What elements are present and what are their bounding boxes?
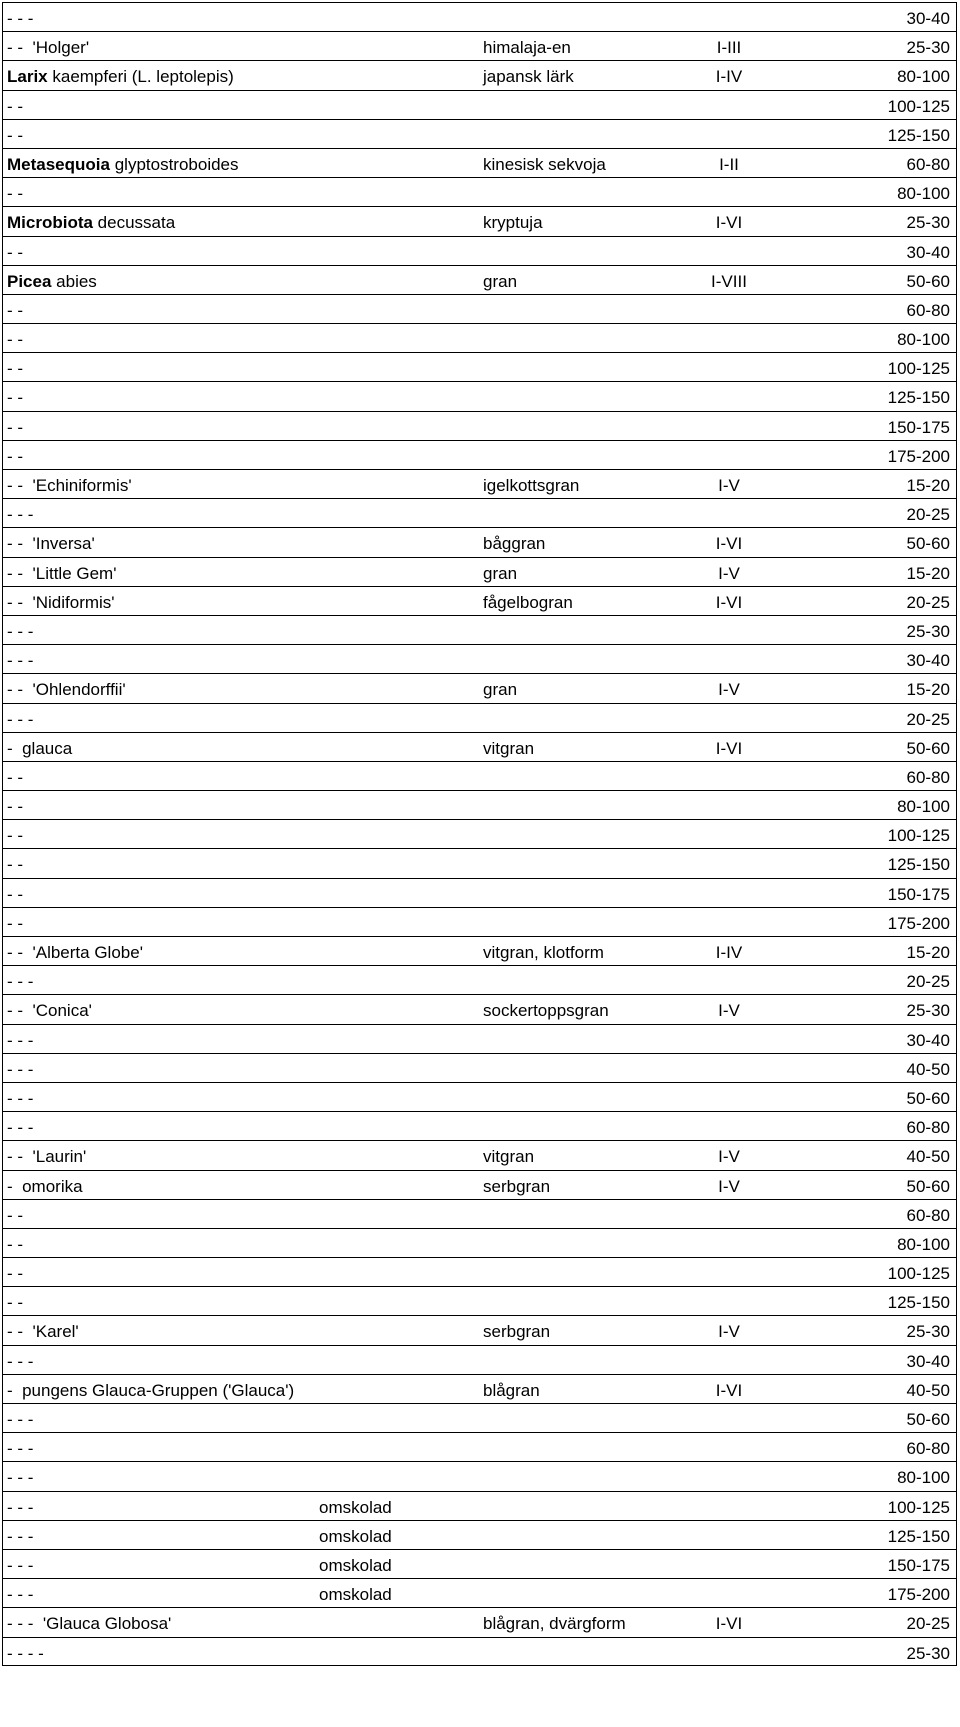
table-row <box>2 790 957 819</box>
transplanted-note: omskolad <box>319 1497 392 1517</box>
common-name-cell: vitgran <box>483 1147 535 1167</box>
common-name-cell: kryptuja <box>483 213 543 233</box>
species-name: - - 'Ohlendorffii' <box>7 680 126 700</box>
size-cell: 40-50 <box>906 1059 950 1079</box>
table-row <box>2 732 957 761</box>
common-name-cell: gran <box>483 563 518 583</box>
table-row <box>2 119 957 148</box>
plant-name-cell <box>7 675 126 704</box>
plant-name-cell <box>7 967 33 996</box>
species-name: - - - <box>7 1497 34 1517</box>
species-name: - - - <box>7 505 34 525</box>
plant-name-cell <box>7 92 23 121</box>
table-row <box>2 294 957 323</box>
species-name: - pungens Glauca-Gruppen ('Glauca') <box>7 1380 295 1400</box>
size-cell: 150-175 <box>887 417 950 437</box>
species-name: - - 'Inversa' <box>7 534 95 554</box>
table-row <box>2 1111 957 1140</box>
plant-name-cell <box>7 1201 23 1230</box>
table-row <box>2 1374 957 1403</box>
size-cell: 25-30 <box>906 621 950 641</box>
species-name: - - - <box>7 1410 34 1429</box>
plant-name-cell <box>7 179 23 208</box>
size-cell: 50-60 <box>906 1410 950 1429</box>
table-row <box>2 323 957 352</box>
species-name: - - <box>7 1293 24 1313</box>
species-name: - - <box>7 826 24 846</box>
plant-price-table <box>2 2 957 1666</box>
species-name: - - <box>7 913 24 933</box>
size-cell: 25-30 <box>906 1322 950 1342</box>
common-name-cell: gran <box>483 271 518 291</box>
species-name: - - <box>7 417 24 437</box>
table-row <box>2 907 957 936</box>
plant-name-cell <box>7 705 33 734</box>
table-row <box>2 994 957 1023</box>
species-name: abies <box>51 271 97 291</box>
size-cell: 30-40 <box>906 1351 950 1371</box>
transplanted-note: omskolad <box>319 1526 392 1546</box>
species-name: - - <box>7 330 24 350</box>
table-row <box>2 848 957 877</box>
common-name-cell: himalaja-en <box>483 38 571 58</box>
species-name: - - <box>7 1264 24 1284</box>
genus-name: Metasequoia <box>7 154 110 174</box>
table-row <box>2 31 957 60</box>
table-row <box>2 265 957 294</box>
plant-name-cell <box>7 1055 33 1084</box>
table-row <box>2 527 957 556</box>
species-name: - - 'Echiniformis' <box>7 476 132 495</box>
table-row <box>2 1345 957 1374</box>
table-row <box>2 1140 957 1169</box>
plant-name-cell <box>7 4 33 33</box>
common-name-cell: serbgran <box>483 1322 551 1342</box>
species-name: - - 'Nidiformis' <box>7 592 115 612</box>
table-row <box>2 1637 957 1666</box>
table-row <box>2 1403 957 1432</box>
transplanted-note: omskolad <box>319 1555 392 1575</box>
size-cell: 100-125 <box>887 359 950 379</box>
table-row <box>2 586 957 615</box>
size-cell: 175-200 <box>887 446 950 466</box>
hardiness-zone-cell: I-V <box>718 476 740 495</box>
plant-name-cell <box>7 267 97 296</box>
plant-name-cell <box>7 150 239 179</box>
size-cell: 80-100 <box>897 797 950 817</box>
size-cell: 150-175 <box>887 1555 950 1575</box>
size-cell: 15-20 <box>906 680 950 700</box>
size-cell: 175-200 <box>887 1585 950 1605</box>
table-row <box>2 2 957 31</box>
plant-name-cell <box>7 1639 44 1668</box>
size-cell: 100-125 <box>887 1497 950 1517</box>
plant-name-cell <box>7 442 23 471</box>
plant-name-cell <box>7 1113 33 1142</box>
species-name: - - <box>7 797 24 817</box>
size-cell: 60-80 <box>906 300 950 320</box>
species-name: - - 'Conica' <box>7 1001 92 1021</box>
size-cell: 25-30 <box>906 38 950 58</box>
table-row <box>2 1053 957 1082</box>
size-cell: 125-150 <box>887 388 950 408</box>
table-row <box>2 1170 957 1199</box>
plant-name-cell <box>7 121 23 150</box>
hardiness-zone-cell: I-VI <box>715 592 743 612</box>
species-name: - - 'Little Gem' <box>7 563 117 583</box>
plant-name-cell <box>7 1230 23 1259</box>
species-name: - - <box>7 855 24 875</box>
table-row <box>2 498 957 527</box>
plant-name-cell <box>7 1376 294 1405</box>
species-name: - - <box>7 767 24 787</box>
hardiness-zone-cell: I-V <box>718 563 740 583</box>
species-name: - - - <box>7 972 34 992</box>
plant-name-cell <box>7 1026 33 1055</box>
species-name: - - - <box>7 1059 34 1079</box>
table-row <box>2 1607 957 1636</box>
size-cell: 175-200 <box>887 913 950 933</box>
plant-name-cell <box>7 325 23 354</box>
species-name: - glauca <box>7 738 73 758</box>
table-row <box>2 1199 957 1228</box>
hardiness-zone-cell: I-VI <box>715 1380 743 1400</box>
hardiness-zone-cell: I-VI <box>715 534 743 554</box>
table-row <box>2 878 957 907</box>
plant-name-cell <box>7 354 23 383</box>
species-name: glyptostroboides <box>109 154 239 174</box>
table-row <box>2 1520 957 1549</box>
species-name: decussata <box>92 213 176 233</box>
size-cell: 60-80 <box>906 1118 950 1138</box>
common-name-cell: vitgran <box>483 738 535 758</box>
species-name: - - - 'Glauca Globosa' <box>7 1614 172 1634</box>
plant-name-cell <box>7 1259 23 1288</box>
size-cell: 60-80 <box>906 1205 950 1225</box>
size-cell: 100-125 <box>887 1264 950 1284</box>
table-row <box>2 1461 957 1490</box>
table-row <box>2 1578 957 1607</box>
species-name: - - - - <box>7 1643 44 1663</box>
hardiness-zone-cell: I-IV <box>715 943 743 962</box>
size-cell: 40-50 <box>906 1380 950 1400</box>
table-row <box>2 1315 957 1344</box>
plant-name-cell <box>7 1405 33 1434</box>
plant-name-cell <box>7 1172 83 1201</box>
table-row <box>2 644 957 673</box>
plant-name-cell <box>7 62 234 91</box>
species-name: - - <box>7 1205 24 1225</box>
hardiness-zone-cell: I-VI <box>715 738 743 758</box>
plant-name-cell <box>7 1493 33 1522</box>
plant-name-cell <box>7 1317 79 1346</box>
size-cell: 30-40 <box>906 9 950 28</box>
size-cell: 15-20 <box>906 563 950 583</box>
table-row <box>2 381 957 410</box>
size-cell: 80-100 <box>897 1234 950 1254</box>
size-cell: 20-25 <box>906 1614 950 1634</box>
table-row <box>2 440 957 469</box>
plant-name-cell <box>7 383 23 412</box>
plant-name-cell <box>7 763 23 792</box>
table-row <box>2 965 957 994</box>
species-name: - - <box>7 884 24 904</box>
species-name: - - <box>7 96 24 116</box>
table-row <box>2 1491 957 1520</box>
size-cell: 20-25 <box>906 972 950 992</box>
species-name: - - <box>7 1234 24 1254</box>
common-name-cell: sockertoppsgran <box>483 1001 609 1021</box>
common-name-cell: båggran <box>483 534 546 554</box>
plant-name-cell <box>7 1463 33 1492</box>
species-name: - - 'Alberta Globe' <box>7 943 143 962</box>
plant-name-cell <box>7 1142 86 1171</box>
size-cell: 80-100 <box>897 330 950 350</box>
species-name: - - - <box>7 1468 34 1488</box>
table-row <box>2 819 957 848</box>
species-name: - - - <box>7 1526 34 1546</box>
plant-name-cell <box>7 588 115 617</box>
size-cell: 20-25 <box>906 592 950 612</box>
species-name: - - <box>7 242 24 262</box>
size-cell: 125-150 <box>887 855 950 875</box>
table-row <box>2 206 957 235</box>
table-row <box>2 761 957 790</box>
plant-name-cell <box>7 1580 33 1609</box>
species-name: - - <box>7 388 24 408</box>
species-name: - - - <box>7 1118 34 1138</box>
hardiness-zone-cell: I-VI <box>715 1614 743 1634</box>
species-name: - - - <box>7 1555 34 1575</box>
table-row <box>2 469 957 498</box>
common-name-cell: igelkottsgran <box>483 476 580 495</box>
size-cell: 25-30 <box>906 1643 950 1663</box>
plant-name-cell <box>7 938 143 967</box>
species-name: - - - <box>7 9 34 28</box>
hardiness-zone-cell: I-V <box>718 1001 740 1021</box>
plant-name-cell <box>7 996 92 1025</box>
species-name: - - - <box>7 1030 34 1050</box>
hardiness-zone-cell: I-V <box>718 1176 740 1196</box>
plant-name-cell <box>7 909 23 938</box>
size-cell: 30-40 <box>906 651 950 671</box>
size-cell: 125-150 <box>887 1526 950 1546</box>
size-cell: 50-60 <box>906 1088 950 1108</box>
hardiness-zone-cell: I-II <box>719 154 739 174</box>
table-row <box>2 148 957 177</box>
species-name: kaempferi (L. leptolepis) <box>47 67 234 87</box>
species-name: - - <box>7 359 24 379</box>
species-name: - - 'Holger' <box>7 38 90 58</box>
plant-name-cell <box>7 821 23 850</box>
table-row <box>2 615 957 644</box>
size-cell: 40-50 <box>906 1147 950 1167</box>
species-name: - - 'Laurin' <box>7 1147 87 1167</box>
hardiness-zone-cell: I-IV <box>715 67 743 87</box>
hardiness-zone-cell: I-V <box>718 680 740 700</box>
common-name-cell: blågran, dvärgform <box>483 1614 626 1634</box>
plant-name-cell <box>7 880 23 909</box>
species-name: - - <box>7 184 24 204</box>
plant-name-cell <box>7 1551 33 1580</box>
hardiness-zone-cell: I-VI <box>715 213 743 233</box>
plant-name-cell <box>7 1609 171 1638</box>
plant-name-cell <box>7 850 23 879</box>
species-name: - - - <box>7 1585 34 1605</box>
plant-name-cell <box>7 617 33 646</box>
plant-name-cell <box>7 33 89 62</box>
species-name: - - - <box>7 1439 34 1459</box>
size-cell: 30-40 <box>906 242 950 262</box>
species-name: - - 'Karel' <box>7 1322 79 1342</box>
species-name: - - <box>7 446 24 466</box>
size-cell: 80-100 <box>897 67 950 87</box>
transplanted-note: omskolad <box>319 1585 392 1605</box>
table-row <box>2 557 957 586</box>
plant-name-cell <box>7 500 33 529</box>
plant-name-cell <box>7 1347 33 1376</box>
species-name: - omorika <box>7 1176 83 1196</box>
genus-name: Microbiota <box>7 213 93 233</box>
plant-name-cell <box>7 296 23 325</box>
genus-name: Picea <box>7 271 52 291</box>
table-row <box>2 60 957 89</box>
common-name-cell: serbgran <box>483 1176 551 1196</box>
size-cell: 60-80 <box>906 1439 950 1459</box>
size-cell: 100-125 <box>887 96 950 116</box>
species-name: - - <box>7 300 24 320</box>
table-row <box>2 673 957 702</box>
size-cell: 100-125 <box>887 826 950 846</box>
plant-name-cell <box>7 1084 33 1113</box>
species-name: - - - <box>7 621 34 641</box>
size-cell: 25-30 <box>906 1001 950 1021</box>
plant-name-cell <box>7 471 132 500</box>
hardiness-zone-cell: I-V <box>718 1147 740 1167</box>
plant-name-cell <box>7 1434 33 1463</box>
species-name: - - - <box>7 1351 34 1371</box>
hardiness-zone-cell: I-VIII <box>711 271 747 291</box>
genus-name: Larix <box>7 67 48 87</box>
plant-name-cell <box>7 792 23 821</box>
size-cell: 80-100 <box>897 184 950 204</box>
species-name: - - - <box>7 1088 34 1108</box>
plant-name-cell <box>7 529 95 558</box>
size-cell: 125-150 <box>887 1293 950 1313</box>
table-row <box>2 411 957 440</box>
plant-name-cell <box>7 646 33 675</box>
table-row <box>2 177 957 206</box>
plant-name-cell <box>7 734 72 763</box>
common-name-cell: japansk lärk <box>483 67 574 87</box>
size-cell: 50-60 <box>906 1176 950 1196</box>
plant-name-cell <box>7 413 23 442</box>
hardiness-zone-cell: I-V <box>718 1322 740 1342</box>
size-cell: 60-80 <box>906 154 950 174</box>
common-name-cell: fågelbogran <box>483 592 573 612</box>
table-row <box>2 90 957 119</box>
size-cell: 25-30 <box>906 213 950 233</box>
species-name: - - - <box>7 651 34 671</box>
plant-name-cell <box>7 1288 23 1317</box>
size-cell: 150-175 <box>887 884 950 904</box>
size-cell: 20-25 <box>906 505 950 525</box>
common-name-cell: vitgran, klotform <box>483 943 604 962</box>
size-cell: 50-60 <box>906 534 950 554</box>
size-cell: 30-40 <box>906 1030 950 1050</box>
table-row <box>2 1024 957 1053</box>
table-row <box>2 703 957 732</box>
table-row <box>2 1432 957 1461</box>
plant-name-cell <box>7 1522 33 1551</box>
size-cell: 80-100 <box>897 1468 950 1488</box>
table-row <box>2 1228 957 1257</box>
species-name: - - - <box>7 709 34 729</box>
size-cell: 15-20 <box>906 943 950 962</box>
size-cell: 15-20 <box>906 476 950 495</box>
table-row <box>2 1286 957 1315</box>
size-cell: 50-60 <box>906 271 950 291</box>
table-row <box>2 236 957 265</box>
size-cell: 60-80 <box>906 767 950 787</box>
size-cell: 50-60 <box>906 738 950 758</box>
species-name: - - <box>7 125 24 145</box>
table-row <box>2 936 957 965</box>
table-row <box>2 1082 957 1111</box>
plant-name-cell <box>7 208 175 237</box>
size-cell: 20-25 <box>906 709 950 729</box>
plant-name-cell <box>7 238 23 267</box>
table-row <box>2 1549 957 1578</box>
table-row <box>2 352 957 381</box>
hardiness-zone-cell: I-III <box>716 38 742 58</box>
common-name-cell: blågran <box>483 1380 540 1400</box>
table-row <box>2 1257 957 1286</box>
common-name-cell: kinesisk sekvoja <box>483 154 606 174</box>
plant-name-cell <box>7 559 116 588</box>
common-name-cell: gran <box>483 680 518 700</box>
size-cell: 125-150 <box>887 125 950 145</box>
